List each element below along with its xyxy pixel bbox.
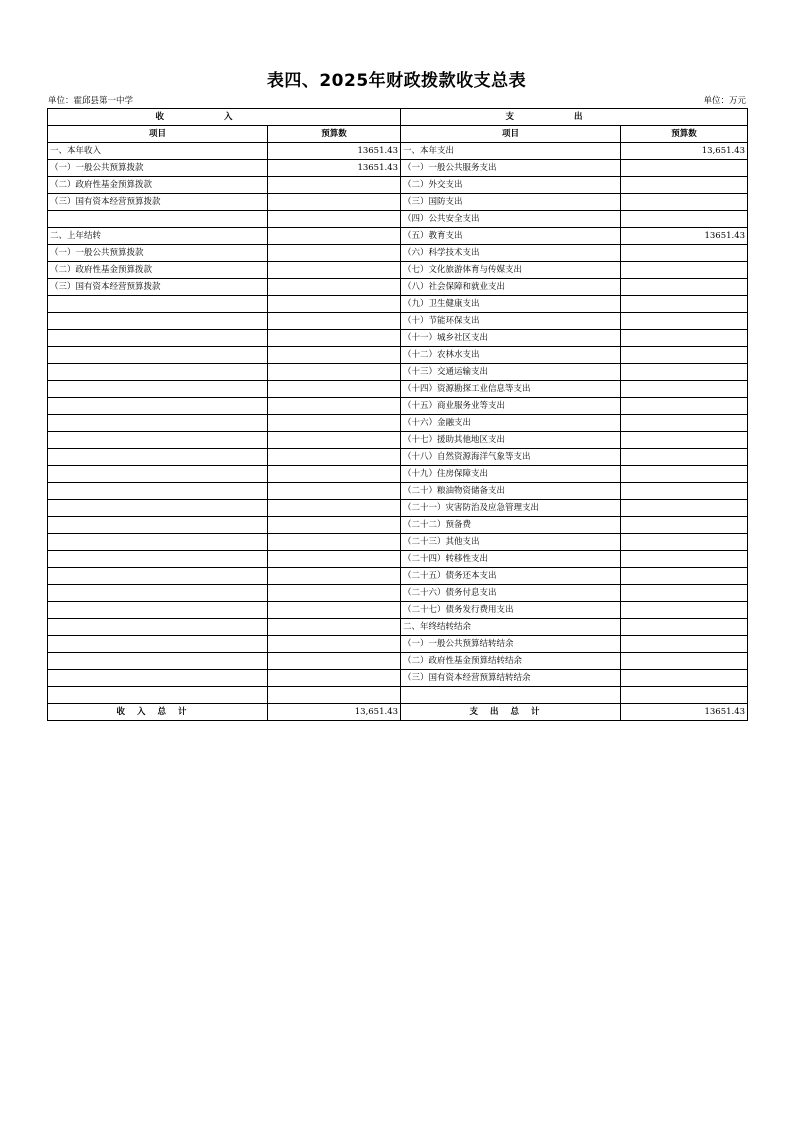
table-row [48, 211, 748, 228]
income-item-cell [48, 517, 268, 534]
unit-currency: 单位：万元 [703, 96, 746, 106]
expense-item-cell: （十八）自然资源海洋气象等支出 [401, 449, 621, 466]
expense-value-cell [621, 449, 748, 466]
income-value-cell [268, 619, 401, 636]
expense-item-cell: （七）文化旅游体育与传媒支出 [401, 262, 621, 279]
income-value-cell [268, 585, 401, 602]
expense-item-cell: （一）一般公共服务支出 [401, 160, 621, 177]
income-value-cell [268, 687, 401, 704]
expense-item-cell: 一、本年支出 [401, 143, 621, 160]
expense-item-cell: （十五）商业服务业等支出 [401, 398, 621, 415]
expense-value-cell: 13651.43 [621, 228, 748, 245]
expense-value-cell [621, 245, 748, 262]
table-row [48, 619, 748, 636]
column-header-row [48, 126, 748, 143]
income-value-cell [268, 636, 401, 653]
table-row [48, 585, 748, 602]
income-item-cell [48, 313, 268, 330]
table-row [48, 313, 748, 330]
table-row [48, 245, 748, 262]
expense-budget-header: 预算数 [621, 126, 748, 143]
expense-value-cell [621, 585, 748, 602]
table-row [48, 262, 748, 279]
expense-value-cell [621, 415, 748, 432]
expense-total-label: 支出总计 [401, 704, 621, 721]
expense-value-cell [621, 551, 748, 568]
table-row [48, 449, 748, 466]
income-item-cell [48, 330, 268, 347]
expense-item-cell: （二十一）灾害防治及应急管理支出 [401, 500, 621, 517]
page-title: 表四、2025年财政拨款收支总表 [266, 71, 527, 91]
income-value-cell: 13651.43 [268, 160, 401, 177]
expense-item-cell: （十四）资源勘探工业信息等支出 [401, 381, 621, 398]
income-item-cell: 一、本年收入 [48, 143, 268, 160]
income-item-cell [48, 653, 268, 670]
income-value-cell [268, 364, 401, 381]
income-budget-header: 预算数 [268, 126, 401, 143]
income-item-cell [48, 466, 268, 483]
expense-item-header: 项目 [401, 126, 621, 143]
expense-item-cell: （二十七）债务发行费用支出 [401, 602, 621, 619]
table-row [48, 228, 748, 245]
income-value-cell [268, 500, 401, 517]
table-row [48, 534, 748, 551]
income-value-cell [268, 517, 401, 534]
income-value-cell [268, 211, 401, 228]
income-value-cell [268, 449, 401, 466]
table-row [48, 160, 748, 177]
income-item-cell [48, 670, 268, 687]
income-item-cell: （三）国有资本经营预算拨款 [48, 194, 268, 211]
table-row [48, 466, 748, 483]
table-row [48, 551, 748, 568]
income-value-cell [268, 398, 401, 415]
expense-item-cell: （十一）城乡社区支出 [401, 330, 621, 347]
income-value-cell [268, 381, 401, 398]
expense-item-cell: （二）政府性基金预算结转结余 [401, 653, 621, 670]
expense-item-cell: 二、年终结转结余 [401, 619, 621, 636]
income-item-cell [48, 534, 268, 551]
income-item-cell: （一）一般公共预算拨款 [48, 245, 268, 262]
income-item-cell: （一）一般公共预算拨款 [48, 160, 268, 177]
expense-value-cell [621, 619, 748, 636]
expense-total-value: 13651.43 [621, 704, 748, 721]
income-value-cell [268, 653, 401, 670]
table-row [48, 517, 748, 534]
income-value-cell [268, 483, 401, 500]
income-value-cell [268, 330, 401, 347]
expense-item-cell: （十三）交通运输支出 [401, 364, 621, 381]
expense-value-cell [621, 534, 748, 551]
expense-value-cell [621, 262, 748, 279]
table-row [48, 194, 748, 211]
table-row [48, 415, 748, 432]
income-value-cell [268, 245, 401, 262]
expense-value-cell [621, 500, 748, 517]
income-value-cell [268, 296, 401, 313]
income-value-cell [268, 670, 401, 687]
income-value-cell [268, 194, 401, 211]
table-row [48, 568, 748, 585]
income-value-cell [268, 466, 401, 483]
expense-item-cell: （九）卫生健康支出 [401, 296, 621, 313]
expense-value-cell [621, 568, 748, 585]
expense-value-cell [621, 687, 748, 704]
table-row [48, 398, 748, 415]
table-row [48, 364, 748, 381]
income-item-cell [48, 347, 268, 364]
expense-value-cell [621, 194, 748, 211]
expense-value-cell [621, 211, 748, 228]
income-value-cell [268, 415, 401, 432]
expense-item-cell: （二十二）预备费 [401, 517, 621, 534]
expense-value-cell [621, 313, 748, 330]
expense-item-cell: （四）公共安全支出 [401, 211, 621, 228]
income-item-cell [48, 636, 268, 653]
income-total-label: 收入总计 [48, 704, 268, 721]
income-item-cell [48, 500, 268, 517]
table-row [48, 347, 748, 364]
table-row [48, 483, 748, 500]
expense-item-cell: （十六）金融支出 [401, 415, 621, 432]
table-body [48, 143, 748, 704]
expense-value-cell [621, 279, 748, 296]
income-section-header: 收入 [48, 109, 401, 126]
income-item-cell: （二）政府性基金预算拨款 [48, 177, 268, 194]
expense-item-cell: （八）社会保障和就业支出 [401, 279, 621, 296]
budget-table [47, 108, 748, 721]
income-item-header: 项目 [48, 126, 268, 143]
table-row [48, 143, 748, 160]
expense-value-cell [621, 177, 748, 194]
expense-item-cell: （六）科学技术支出 [401, 245, 621, 262]
expense-section-header: 支出 [401, 109, 748, 126]
table-row [48, 177, 748, 194]
income-item-cell [48, 551, 268, 568]
income-item-cell [48, 398, 268, 415]
income-item-cell: （三）国有资本经营预算拨款 [48, 279, 268, 296]
table-row [48, 687, 748, 704]
expense-value-cell [621, 398, 748, 415]
expense-value-cell [621, 517, 748, 534]
table-row [48, 602, 748, 619]
expense-item-cell: （十九）住房保障支出 [401, 466, 621, 483]
expense-value-cell [621, 602, 748, 619]
income-value-cell [268, 313, 401, 330]
unit-organization: 单位：霍邱县第一中学 [48, 96, 134, 106]
expense-value-cell [621, 653, 748, 670]
table-row [48, 296, 748, 313]
section-header-row [48, 109, 748, 126]
income-item-cell [48, 585, 268, 602]
income-item-cell [48, 296, 268, 313]
table-row [48, 381, 748, 398]
table-row [48, 636, 748, 653]
totals-row [48, 704, 748, 721]
income-item-cell [48, 381, 268, 398]
expense-value-cell [621, 636, 748, 653]
expense-value-cell [621, 364, 748, 381]
expense-item-cell: （二十四）转移性支出 [401, 551, 621, 568]
income-item-cell [48, 687, 268, 704]
table-row [48, 653, 748, 670]
income-value-cell [268, 177, 401, 194]
income-value-cell [268, 262, 401, 279]
expense-value-cell [621, 347, 748, 364]
expense-item-cell: （五）教育支出 [401, 228, 621, 245]
expense-item-cell [401, 687, 621, 704]
table-row [48, 279, 748, 296]
income-item-cell [48, 602, 268, 619]
income-item-cell: （二）政府性基金预算拨款 [48, 262, 268, 279]
income-value-cell [268, 551, 401, 568]
table-row [48, 330, 748, 347]
income-value-cell [268, 228, 401, 245]
expense-value-cell: 13,651.43 [621, 143, 748, 160]
income-item-cell [48, 415, 268, 432]
income-value-cell [268, 432, 401, 449]
income-value-cell [268, 602, 401, 619]
expense-value-cell [621, 483, 748, 500]
income-item-cell: 二、上年结转 [48, 228, 268, 245]
expense-item-cell: （三）国有资本经营预算结转结余 [401, 670, 621, 687]
income-value-cell [268, 279, 401, 296]
expense-value-cell [621, 670, 748, 687]
table-row [48, 500, 748, 517]
expense-item-cell: （二）外交支出 [401, 177, 621, 194]
income-value-cell [268, 568, 401, 585]
expense-value-cell [621, 330, 748, 347]
expense-item-cell: （二十六）债务付息支出 [401, 585, 621, 602]
income-value-cell [268, 534, 401, 551]
expense-value-cell [621, 160, 748, 177]
expense-value-cell [621, 432, 748, 449]
expense-value-cell [621, 296, 748, 313]
income-value-cell: 13651.43 [268, 143, 401, 160]
income-item-cell [48, 483, 268, 500]
expense-value-cell [621, 466, 748, 483]
expense-item-cell: （三）国防支出 [401, 194, 621, 211]
income-item-cell [48, 568, 268, 585]
expense-item-cell: （二十）粮油物资储备支出 [401, 483, 621, 500]
expense-value-cell [621, 381, 748, 398]
income-item-cell [48, 449, 268, 466]
income-total-value: 13,651.43 [268, 704, 401, 721]
table-row [48, 670, 748, 687]
expense-item-cell: （十七）援助其他地区支出 [401, 432, 621, 449]
expense-item-cell: （二十三）其他支出 [401, 534, 621, 551]
expense-item-cell: （十）节能环保支出 [401, 313, 621, 330]
expense-item-cell: （二十五）债务还本支出 [401, 568, 621, 585]
income-item-cell [48, 432, 268, 449]
income-value-cell [268, 347, 401, 364]
expense-item-cell: （十二）农林水支出 [401, 347, 621, 364]
income-item-cell [48, 364, 268, 381]
income-item-cell [48, 619, 268, 636]
income-item-cell [48, 211, 268, 228]
expense-item-cell: （一）一般公共预算结转结余 [401, 636, 621, 653]
table-row [48, 432, 748, 449]
